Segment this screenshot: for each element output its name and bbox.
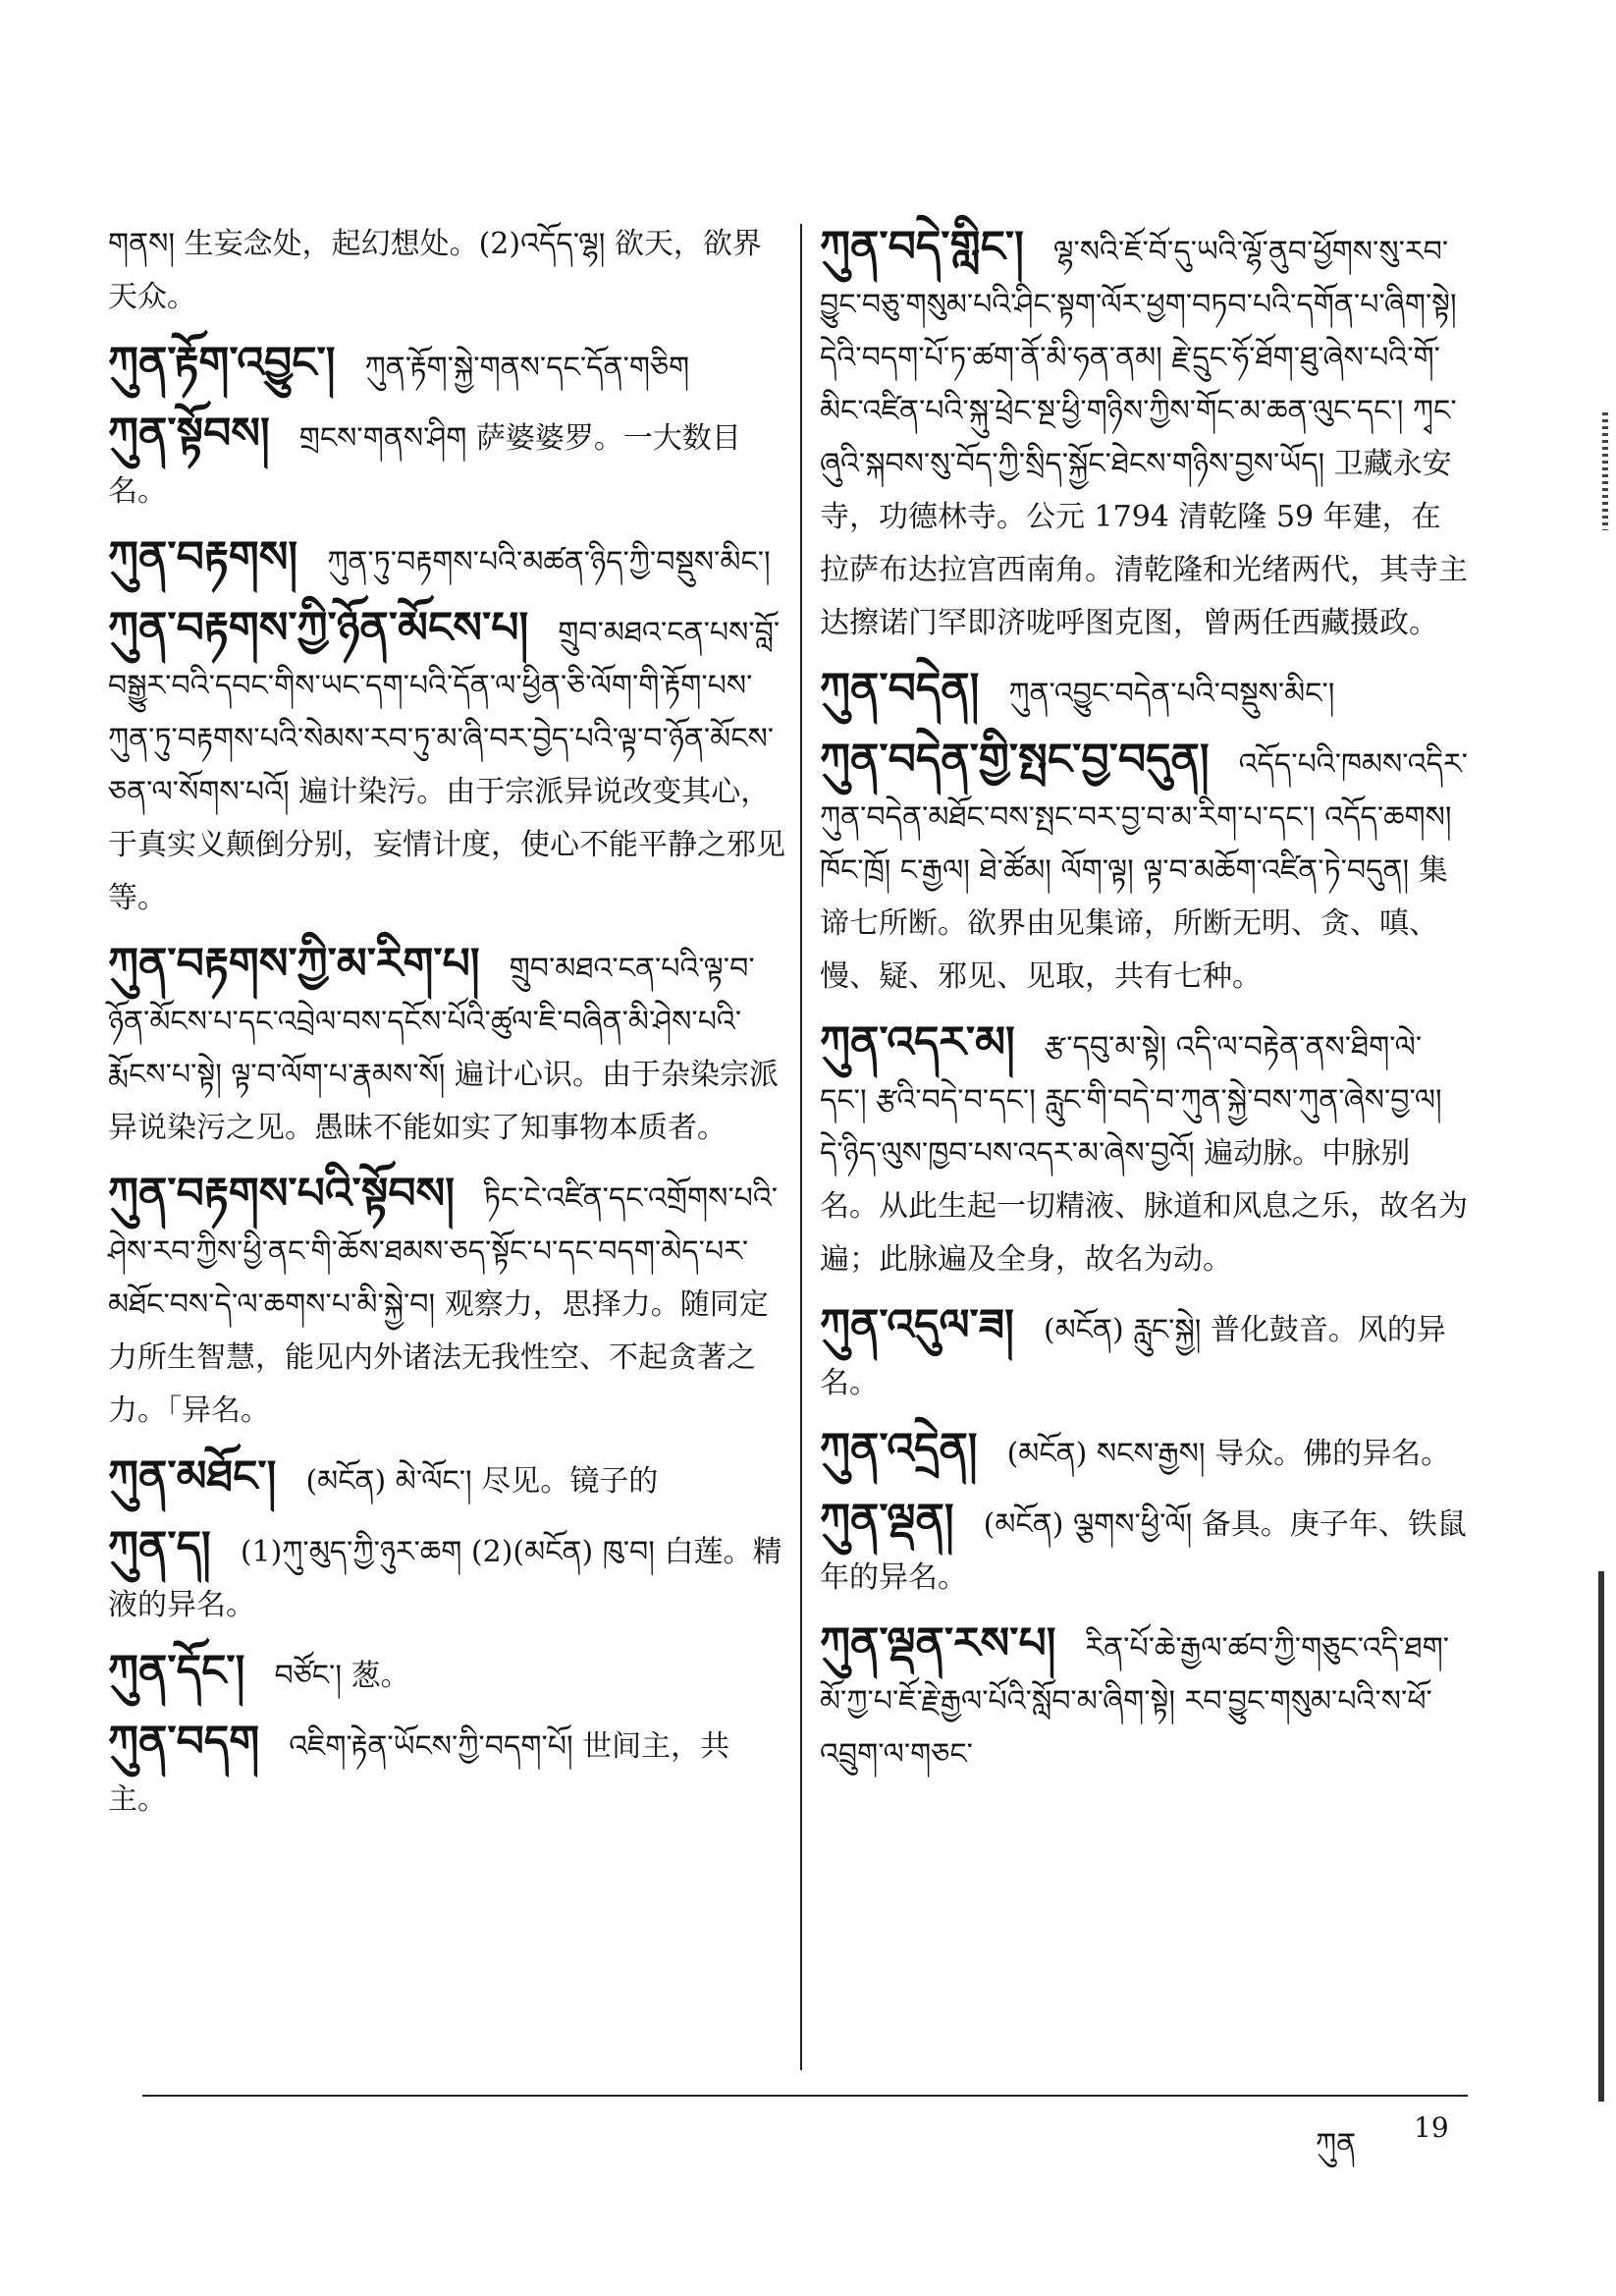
left-column (108, 218, 785, 1836)
dictionary-entry (108, 1713, 785, 1827)
entry-headword: ཀུན་འདྲེན། (820, 1424, 978, 1474)
entry-headword: ཀུན་མཐོང་། (108, 1451, 277, 1502)
entry-headword: ཀུན་བདག (108, 1717, 260, 1767)
entry-definition: གྲུབ་མཐའ་ངན་པའི་ལྟ་བ་ཉོན་མོངས་པ་དང་འབྲེལ་བས་དངོས་པོའི་ཚུལ་ཇི་བཞིན་མི་ཤེས་པའི་རྨོངས་པ་སྟེ། ལྟ་བ་ལོག་པ་རྣམས་སོ། 遍计心识。由于杂染宗派异说染污之见。愚昧不能如实了知事物本质者。 (108, 952, 780, 1145)
dictionary-entry (108, 405, 785, 519)
dictionary-entry (820, 731, 1468, 1004)
entry-headword: ཀུན་འདར་མ། (820, 1017, 1015, 1067)
entry-headword: ཀུན་བདེན་གྱི་སྤང་བྱ་བདུན། (820, 735, 1210, 785)
dictionary-entry (820, 1420, 1468, 1481)
dictionary-entry (108, 334, 785, 395)
entry-definition: རིན་པོ་ཆེ་རྒྱལ་ཚབ་ཀྱི་གཅུང་འདི་ཐག་མོ་ཀྱ་པ་ཇོ་རྗེ་རྒྱལ་པོའི་སློབ་མ་ཞིག་སྟེ། རབ་བྱུང་གསུམ་པའི་ས་ཕོ་འབྲུག་ལ་གཅང་ (820, 1631, 1450, 1772)
entry-headword: ཀུན་འདུལ་ཟ། (820, 1300, 1014, 1350)
entry-definition: བཙོང་། 葱。 (274, 1659, 410, 1693)
entry-definition: (མངོན) རླུང་སྐྱེ། 普化鼓音。风的异名。 (820, 1313, 1446, 1400)
dictionary-entry (108, 218, 785, 324)
entry-headword: ཀུན་རྟོག་འབྱུང་། (108, 338, 336, 388)
entry-headword: ཀུན་བརྟགས་ཀྱི་མ་རིག་པ། (108, 939, 480, 989)
entry-headword: ཀུན་བདེན། (820, 664, 980, 714)
page-edge-mark (1602, 412, 1608, 530)
entry-definition: (མངོན) ལྕགས་ཕྱི་ལོ། 备具。庚子年、铁鼠年的异名。 (820, 1507, 1467, 1595)
entry-definition: རྩ་དབུ་མ་སྟེ། འདི་ལ་བརྟེན་ནས་ཐིག་ལེ་དང་། རྩའི་བདེ་བ་དང་། རླུང་གི་བདེ་བ་ཀུན་སྐྱེ་བས་ཀུན་ཞེས་བྱ་ལ། དེ་ཉིད་ལུས་ཁྱབ་པས་འདར་མ་ཞེས་བྱའོ། 遍动脉。中脉别名。从此生起一切精液、脉道和风息之乐，故名为遍；此脉遍及全身，故名为动。 (820, 1030, 1468, 1277)
dictionary-entry (108, 1165, 785, 1438)
dictionary-entry (108, 599, 785, 925)
entry-definition: (མངོན) མེ་ལོང་། 尽见。镜子的 (305, 1464, 659, 1499)
entry-definition: གྲངས་གནས་ཤིག 萨婆婆罗。一大数目名。 (108, 421, 741, 509)
dictionary-entry (108, 528, 785, 589)
dictionary-entry (108, 935, 785, 1155)
entry-definition: (1)ཀུ་མུད་ཀྱི་ཉུར་ཆག (2)(མངོན) ཁུ་བ། 白莲。精液的异名。 (108, 1535, 782, 1622)
footer-rule (142, 2095, 1468, 2097)
entry-definition: གནས། 生妄念处，起幻想处。(2)འདོད་ལྷ། 欲天，欲界天众。 (108, 227, 762, 314)
dictionary-entry (108, 1642, 785, 1703)
entry-headword: ཀུན་ལྡན། (820, 1495, 954, 1545)
column-divider (800, 224, 802, 2070)
entry-definition: ཀུན་ཏུ་བརྟགས་པའི་མཚན་ཉིད་ཀྱི་བསྡུས་མིང་། (327, 545, 771, 579)
dictionary-entry (820, 660, 1468, 721)
entry-headword: ཀུན་ལྡན་རས་པ། (820, 1618, 1056, 1668)
entry-headword: ཀུན་བདེ་གླིང་། (820, 222, 1024, 272)
dictionary-entry (820, 218, 1468, 650)
entry-definition: ཀུན་འབྱུང་བདེན་པའི་བསྡུས་མིང་། (1008, 677, 1335, 711)
entry-definition: འདོད་པའི་ཁམས་འདིར་ཀུན་བདེན་མཐོང་བས་སྤང་བར་བྱ་བ་མ་རིག་པ་དང་། འདོད་ཆགས། ཁོང་ཁྲོ། ང་རྒྱལ། ཐེ་ཚོམ། ལོག་ལྟ། ལྟ་བ་མཆོག་འཛིན་ཏེ་བདུན། 集谛七所断。欲界由见集谛，所断无明、贪、嗔、慢、疑、邪见、见取，共有七种。 (820, 747, 1468, 994)
entry-definition: (མངོན) སངས་རྒྱས། 导众。佛的异名。 (1006, 1437, 1451, 1471)
dictionary-entry (820, 1491, 1468, 1605)
page-edge-bar (1598, 1571, 1604, 2102)
entry-definition: ཏིང་ངེ་འཛིན་དང་འགྲོགས་པའི་ཤེས་རབ་ཀྱིས་ཕྱི་ནང་གི་ཆོས་ཐམས་ཅད་སྟོང་པ་དང་བདག་མེད་པར་མཐོང་བས་དེ་ལ་ཆགས་པ་མི་སྐྱེ་བ། 观察力，思择力。随同定力所生智慧，能见内外诸法无我性空、不起贪著之力。「异名。 (108, 1181, 779, 1428)
dictionary-entry (820, 1013, 1468, 1286)
entry-definition: ཀུན་རྟོག་སྐྱེ་གནས་དང་དོན་གཅིག (364, 351, 690, 385)
entry-headword: ཀུན་ད། (108, 1522, 211, 1572)
right-column (820, 218, 1468, 1791)
entry-definition: འཇིག་རྟེན་ཡོངས་ཀྱི་བདག་པོ། 世间主，共主。 (108, 1729, 730, 1817)
entry-headword: ཀུན་བརྟགས། (108, 532, 298, 582)
running-head: ཀུན (1316, 2127, 1357, 2161)
dictionary-entry (820, 1614, 1468, 1781)
entry-definition: གྲུབ་མཐའ་ངན་པས་བློ་བསྒྱུར་བའི་དབང་གིས་ཡང་དག་པའི་དོན་ལ་ཕྱིན་ཅི་ལོག་གི་རྟོག་པས་ཀུན་ཏུ་བརྟགས་པའི་སེམས་རབ་ཏུ་མ་ཞི་བར་བྱེད་པའི་ལྟ་བ་ཉོན་མོངས་ཅན་ལ་སོགས་པའོ། 遍计染污。由于宗派异说改变其心，于真实义颠倒分别，妄情计度，使心不能平静之邪见等。 (108, 616, 785, 915)
entry-headword: ཀུན་སྟོབས། (108, 409, 270, 459)
dictionary-entry (820, 1296, 1468, 1410)
dictionary-entry (108, 1448, 785, 1508)
entry-headword: ཀུན་བརྟགས་པའི་སྟོབས། (108, 1169, 456, 1219)
entry-headword: ཀུན་དོང་། (108, 1646, 245, 1696)
entry-definition: ལྷ་སའི་ཇོ་བོ་དུ་ཡའི་ལྷོ་ནུབ་ཕྱོགས་སུ་རབ་བྱུང་བཅུ་གསུམ་པའི་ཤིང་སྟག་ལོར་ཕྱག་བཏབ་པའི་དགོན་པ་ཞིག་སྟེ། དེའི་བདག་པོ་ཏ་ཚག་ནོ་མི་ཧན་ནམ། རྗེ་དྲུང་ཧོ་ཐོག་ཐུ་ཞེས་པའི་གོ་མིང་འཛིན་པའི་སྐུ་ཕྲེང་སྔ་ཕྱི་གཉིས་ཀྱིས་གོང་མ་ཆན་ལུང་དང་། ཀྭང་ཞུའི་སྐབས་སུ་བོད་ཀྱི་སྲིད་སྐྱོང་ཐེངས་གཉིས་བྱས་ཡོད། 卫藏永安寺，功德林寺。公元 1794 清乾隆 59 年建，在拉萨布达拉宫西南角。清乾隆和光绪两代，其寺主达擦诺门罕即济咙呼图克图，曾两任西藏摄政。 (820, 235, 1468, 640)
page-number: 19 (1414, 2111, 1449, 2144)
entry-headword: ཀུན་བརྟགས་ཀྱི་ཉོན་མོངས་པ། (108, 603, 529, 653)
dictionary-entry (108, 1518, 785, 1632)
